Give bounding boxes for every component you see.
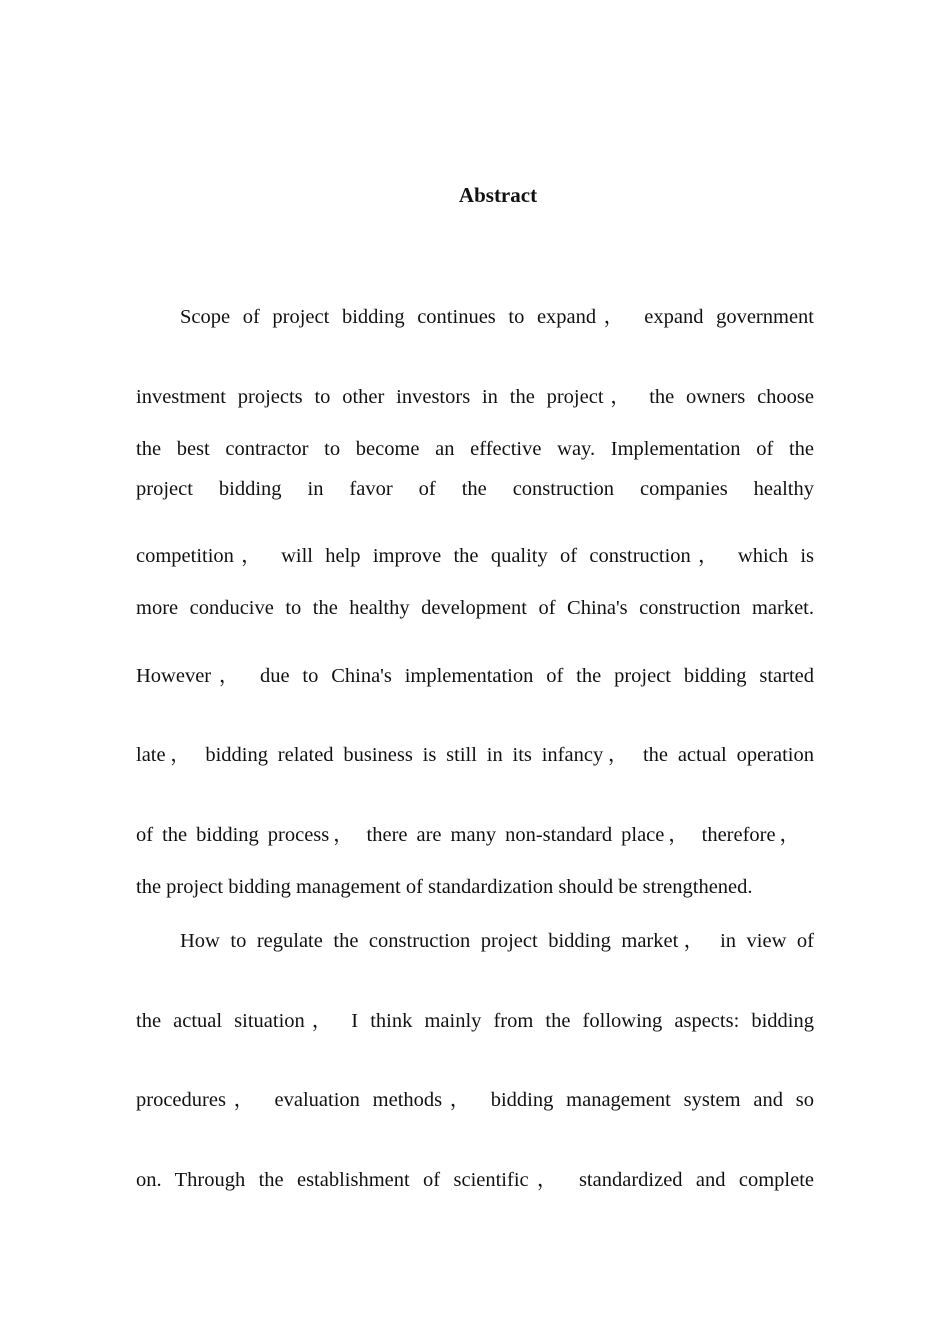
paragraph-1-line-1: Scope of project bidding continues to expand， expand government — [180, 306, 814, 328]
paragraph-2-line-3: procedures， evaluation methods， bidding management system and so — [136, 1089, 814, 1111]
paragraph-1-line-10: the project bidding management of standardization should be strengthened. — [136, 876, 753, 898]
paragraph-1-line-5: competition， will help improve the quality of construction， which is — [136, 545, 814, 567]
paragraph-1-line-3: the best contractor to become an effective way. Implementation of the — [136, 438, 814, 460]
paragraph-1-line-8: late， bidding related business is still in its infancy， the actual operation — [136, 744, 814, 766]
paragraph-1-line-9: of the bidding process， there are many non-standard place， therefore， — [136, 824, 800, 846]
abstract-heading: Abstract — [458, 183, 538, 207]
paragraph-1-line-7: However， due to China's implementation of the project bidding started — [136, 665, 814, 687]
paragraph-2-line-1: How to regulate the construction project bidding market， in view of — [180, 930, 814, 952]
paragraph-2-line-4: on. Through the establishment of scientific， standardized and complete — [136, 1169, 814, 1191]
paragraph-1-line-4: project bidding in favor of the construction companies healthy — [136, 478, 814, 500]
paragraph-2-line-2: the actual situation， I think mainly from the following aspects: bidding — [136, 1010, 814, 1032]
paragraph-1-line-6: more conducive to the healthy development of China's construction market. — [136, 597, 814, 619]
paragraph-1-line-2: investment projects to other investors in the project， the owners choose — [136, 386, 814, 408]
